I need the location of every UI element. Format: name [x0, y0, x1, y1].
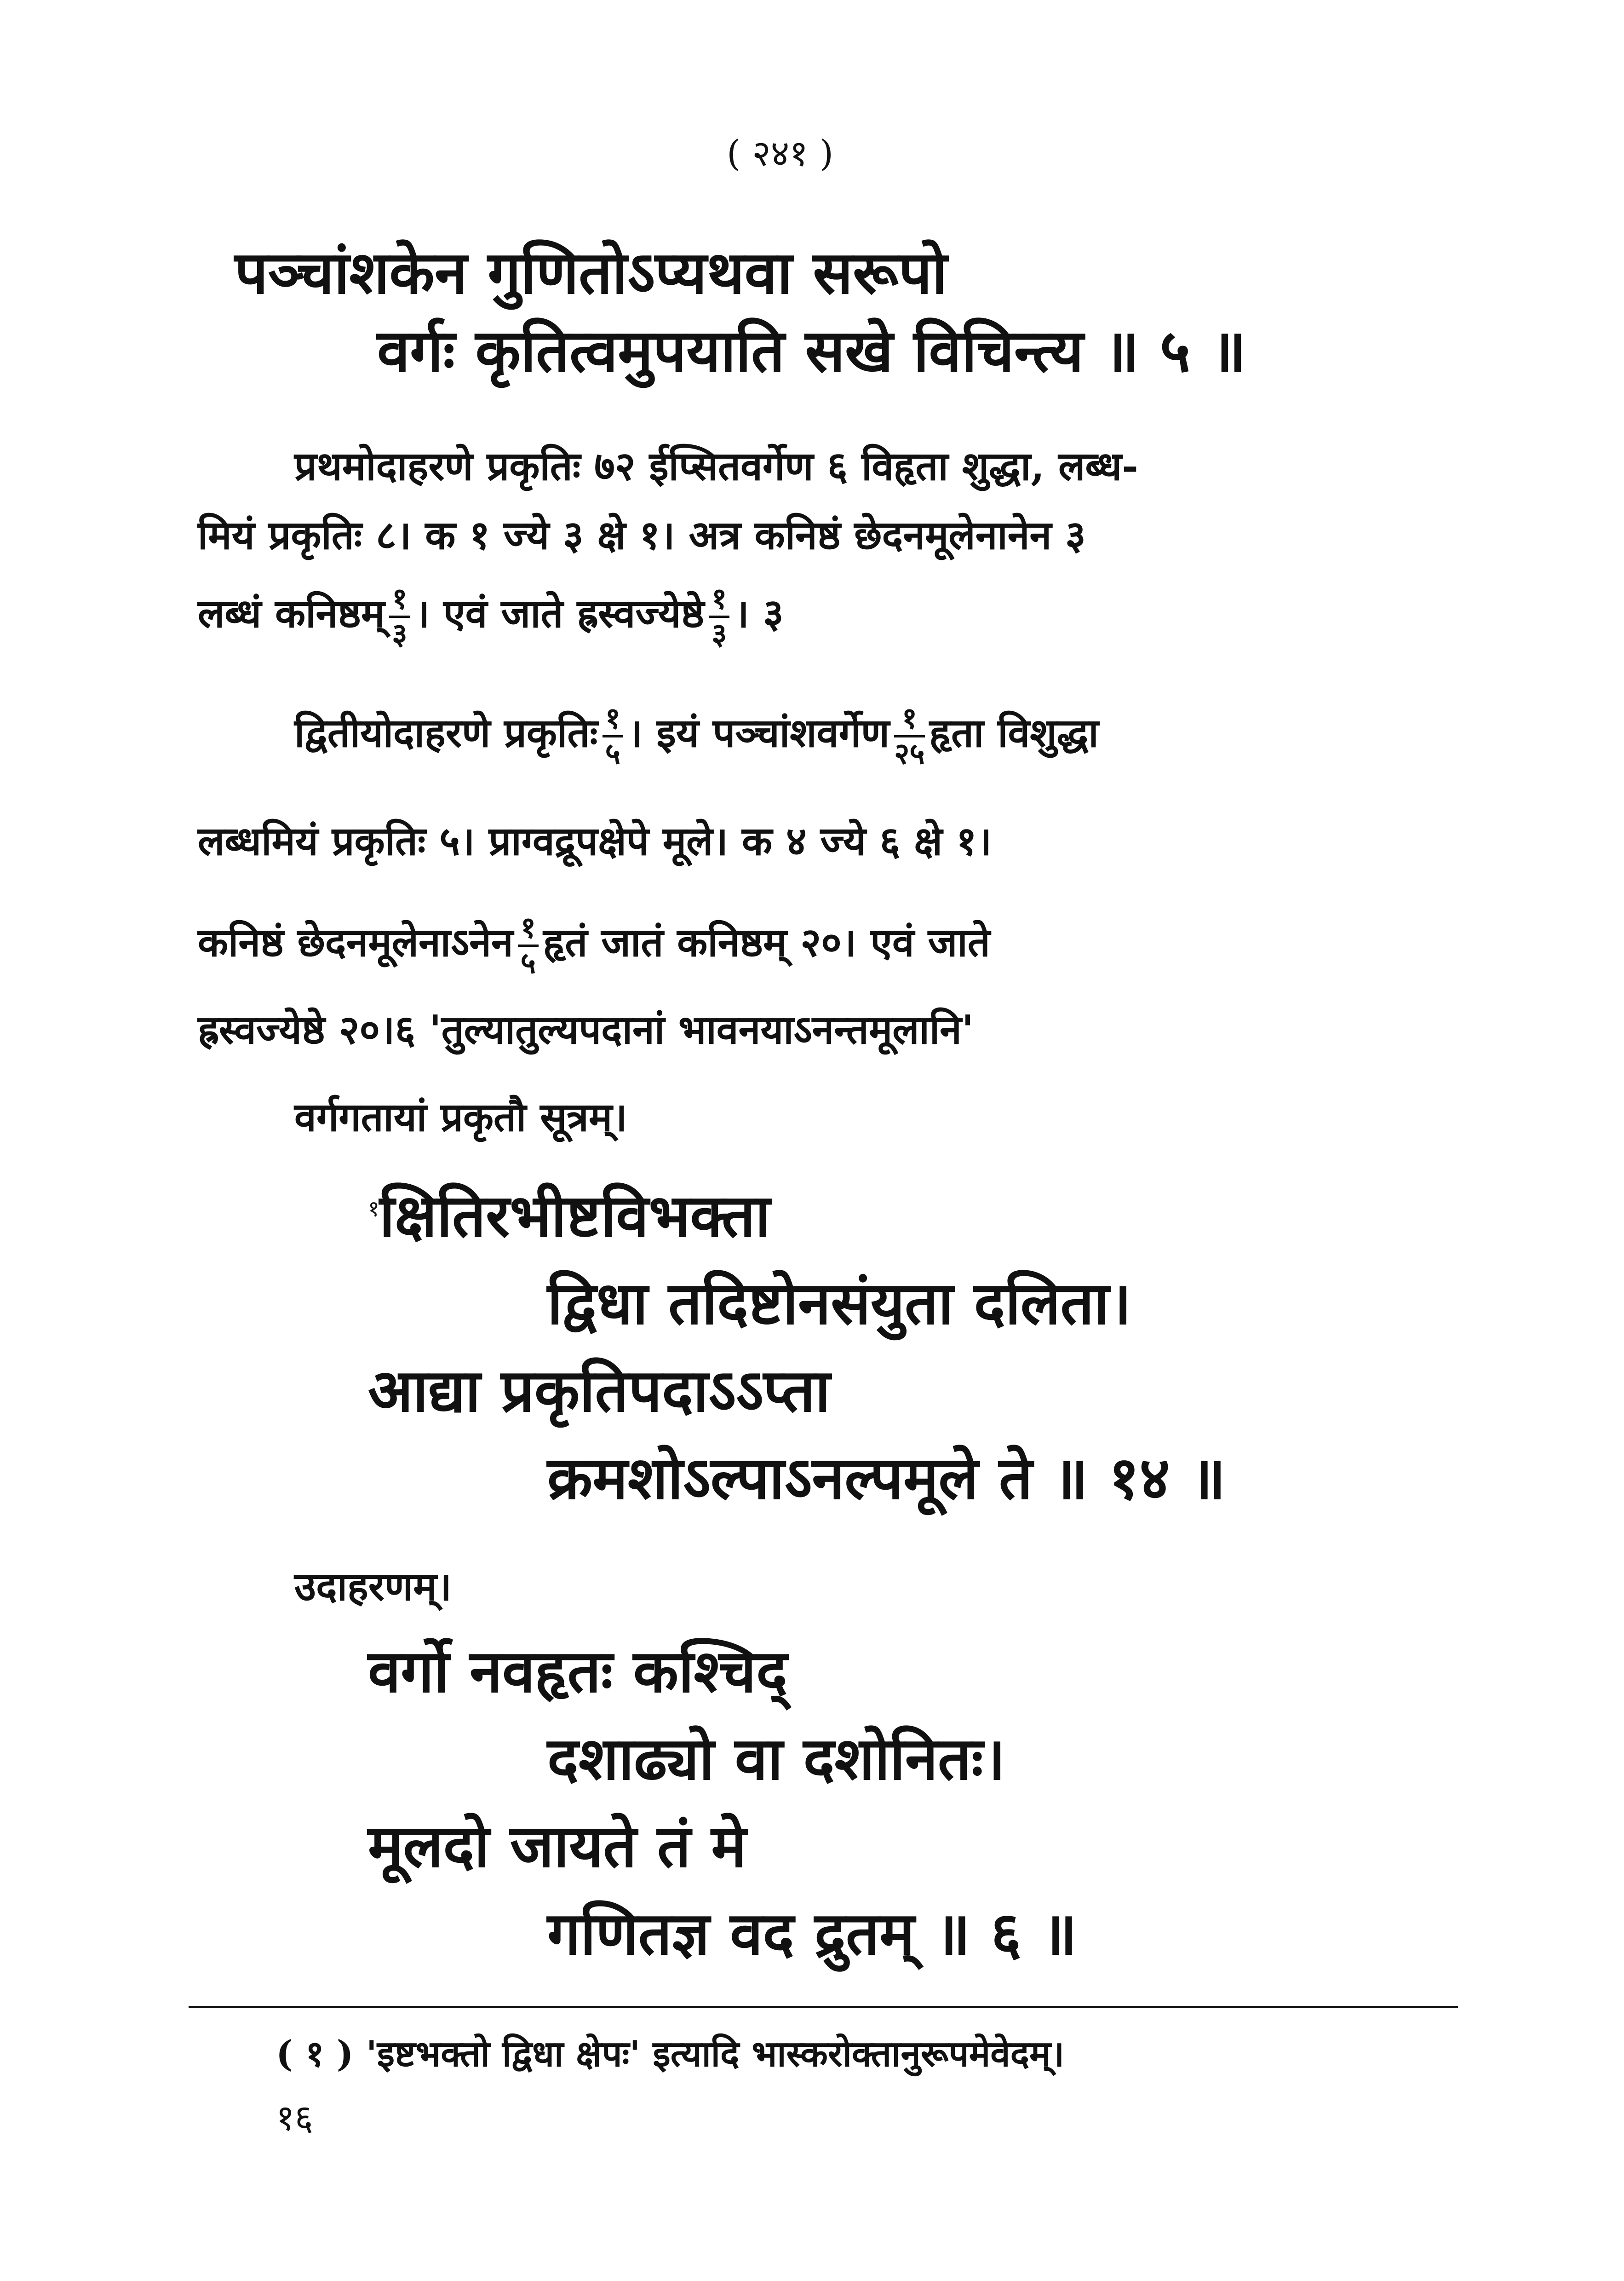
commentary-p1-line3-a: लब्धं कनिष्ठम्	[198, 590, 385, 637]
sutra14-line3: आद्या प्रकृतिपदाऽऽप्ता	[368, 1356, 831, 1425]
sutra14-line1	[368, 1182, 770, 1250]
sutra14-line1-text: क्षितिरभीष्टविभक्ता	[379, 1181, 771, 1250]
commentary-p3: वर्गगतायां प्रकृतौ सूत्रम्।	[294, 1094, 627, 1140]
page-number: ( २४१ )	[727, 133, 834, 174]
commentary-p2-line1-b: । इयं पञ्चांशवर्गेण	[628, 710, 890, 756]
example-label: उदाहरणम्।	[294, 1563, 452, 1610]
commentary-p2-line3	[198, 910, 990, 980]
commentary-p2-line1-c: हृता विशुद्धा	[929, 710, 1099, 756]
signature-mark: १६	[276, 2097, 314, 2139]
commentary-p1-line3-b: । एवं जाते ह्रस्वज्येष्ठे	[414, 590, 705, 637]
verse5-line1: पञ्चांशकेन गुणितोऽप्यथवा सरूपो	[235, 238, 947, 307]
commentary-p2-line4: ह्रस्वज्येष्ठे २०।६ 'तुल्यातुल्यपदानां भावनयाऽनन्तमूलानि'	[198, 1007, 974, 1053]
fraction: $\frac{१}{५}$	[603, 704, 623, 769]
commentary-p2-line1-a: द्वितीयोदाहरणे प्रकृतिः	[294, 710, 598, 756]
fraction: $\frac{१}{५}$	[518, 913, 539, 978]
commentary-p2-line2: लब्धमियं प्रकृतिः ५। प्राग्वद्रूपक्षेपे मूले। क ४ ज्ये ६ क्षे १।	[198, 818, 992, 864]
commentary-p2-line3-a: कनिष्ठं छेदनमूलेनाऽनेन	[198, 919, 513, 966]
verse6-line3: मूलदो जायते तं मे	[368, 1812, 746, 1881]
fraction: $\frac{१}{२५}$	[894, 701, 925, 771]
commentary-p1-line1: प्रथमोदाहरणे प्रकृतिः ७२ ईप्सितवर्गेण ६ विहृता शुद्धा, लब्ध-	[294, 443, 1138, 490]
verse5-line2: वर्गः कृतित्वमुपयाति सखे विचिन्त्य ॥ ५ ॥	[377, 317, 1246, 386]
verse6-line1: वर्गो नवहृतः कश्चिद्	[368, 1637, 788, 1706]
commentary-p1-line3-c: । ३	[734, 590, 784, 637]
footnote: ( १ ) 'इष्टभक्तो द्विधा क्षेपः' इत्यादि भास्करोक्तानुरूपमेवेदम्।	[276, 2033, 1065, 2075]
verse6-line2: दशाढ्यो वा दशोनितः।	[547, 1724, 1006, 1793]
commentary-p2-line3-b: हृतं जातं कनिष्ठम् २०। एवं जाते	[543, 919, 990, 966]
footnote-divider	[189, 2006, 1458, 2008]
sutra14-line4: क्रमशोऽल्पाऽनल्पमूले ते ॥ १४ ॥	[547, 1444, 1226, 1513]
sutra14-line2: द्विधा तदिष्टोनसंयुता दलिता।	[547, 1269, 1132, 1338]
verse6-line4: गणितज्ञ वद द्रुतम् ॥ ६ ॥	[547, 1899, 1078, 1968]
commentary-p2-line1	[294, 701, 1099, 771]
commentary-p1-line2: मियं प्रकृतिः ८। क १ ज्ये ३ क्षे १। अत्र कनिष्ठं छेदनमूलेनानेन ३	[198, 512, 1086, 559]
commentary-p1-line3	[198, 584, 784, 649]
fraction: $\frac{१}{३}$	[709, 584, 729, 649]
footnote-mark: १	[368, 1196, 379, 1222]
fraction: $\frac{१}{३}$	[389, 584, 410, 649]
